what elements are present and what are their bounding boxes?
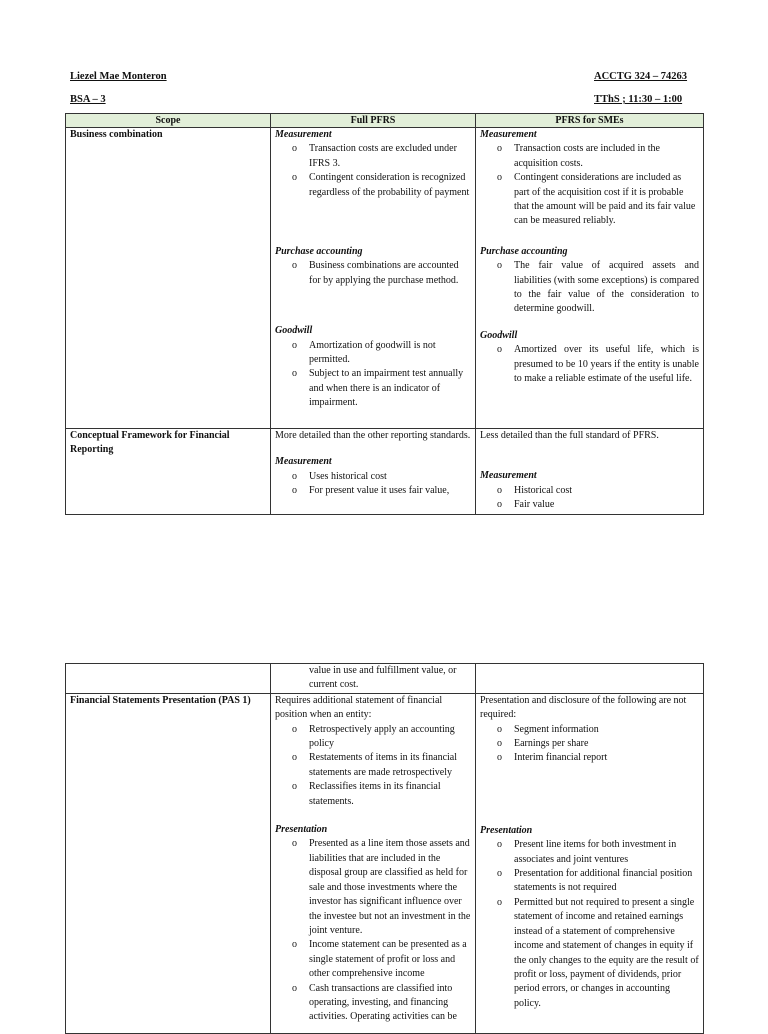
bullet-list	[275, 723, 471, 809]
bullet-list	[480, 259, 699, 317]
scope-cell	[66, 429, 271, 515]
bullet-list	[275, 837, 471, 1024]
list-item: o Amortization of goodwill is not permitted.	[309, 339, 471, 368]
bullet-list	[275, 470, 471, 499]
table-header-row	[66, 114, 704, 128]
section-title: Purchase accounting	[275, 246, 363, 258]
comparison-table	[65, 113, 704, 515]
bullet-list	[480, 723, 699, 766]
student-section: BSA – 3	[70, 94, 106, 105]
bullet-list	[480, 484, 699, 513]
bullet-list	[480, 343, 699, 386]
list-item: o Segment information	[514, 723, 699, 737]
list-item: o Cash transactions are classified into operating, investing, and financing activities. Operating activities can be	[309, 982, 471, 1025]
bullet-list	[275, 664, 471, 693]
student-name: Liezel Mae Monteron	[70, 71, 167, 82]
list-item: o Historical cost	[514, 484, 699, 498]
column-header-pfrs-smes: PFRS for SMEs	[476, 114, 704, 128]
table-row	[66, 128, 704, 429]
section-title: Purchase accounting	[480, 245, 568, 257]
column-header-scope: Scope	[66, 114, 271, 128]
course-code: ACCTG 324 – 74263	[594, 71, 688, 82]
section-title: Presentation	[275, 824, 328, 836]
section-title: Goodwill	[480, 329, 518, 341]
pfrs-smes-cell	[476, 429, 704, 515]
table-row	[66, 429, 704, 515]
list-item: o Presented as a line item those assets and liabilities that are included in the disposal group are classified as held for sale and those investments where the investor has significant influence over the investee but not an investment in the joint venture.	[309, 837, 471, 938]
full-pfrs-cell	[271, 693, 476, 1033]
list-item: o Permitted but not required to present a single statement of income and retained earnings instead of a statement of comprehensive income and statement of changes in equity if the only changes to the equity are the result of profit or loss, payment of dividends, prior period errors, or changes in accounting policy.	[514, 896, 699, 1011]
section-title: Measurement	[480, 470, 537, 482]
list-item: o Earnings per share	[514, 737, 699, 751]
list-item: o Uses historical cost	[309, 470, 471, 484]
scope-conceptual-framework: Conceptual Framework for Financial Reporting	[70, 430, 230, 456]
scope-financial-statements-presentation: Financial Statements Presentation (PAS 1)	[70, 694, 251, 706]
section-title: Measurement	[275, 456, 332, 468]
list-item: o For present value it uses fair value,	[309, 484, 471, 498]
cell-text: Less detailed than the full standard of PFRS.	[480, 430, 659, 441]
list-item: o Present line items for both investment in associates and joint ventures	[514, 838, 699, 867]
list-item: o Transaction costs are excluded under IFRS 3.	[309, 142, 471, 171]
list-item: o Income statement can be presented as a single statement of profit or loss and other comprehensive income	[309, 938, 471, 981]
comparison-table-continued	[65, 663, 704, 1034]
full-pfrs-cell	[271, 664, 476, 694]
cell-text: Requires additional statement of financial position when an entity:	[275, 694, 443, 721]
scope-cell	[66, 664, 271, 694]
section-title: Goodwill	[275, 325, 313, 337]
bullet-list	[275, 142, 471, 200]
table-row	[66, 693, 704, 1033]
column-header-full-pfrs: Full PFRS	[271, 114, 476, 128]
pfrs-smes-cell	[476, 664, 704, 694]
bullet-list	[275, 259, 471, 288]
list-item: o Presentation for additional financial position statements is not required	[514, 867, 699, 896]
section-title: Measurement	[275, 129, 332, 140]
scope-cell	[66, 128, 271, 429]
list-item: o Business combinations are accounted for by applying the purchase method.	[309, 259, 471, 288]
list-item: o Subject to an impairment test annually and when there is an indicator of impairment.	[309, 367, 471, 410]
list-item: o Amortized over its useful life, which is presumed to be 10 years if the entity is unable to make a reliable estimate of the useful life.	[514, 343, 699, 386]
list-item: o Contingent consideration is recognized regardless of the probability of payment	[309, 171, 471, 200]
cell-text: Presentation and disclosure of the following are not required:	[480, 694, 687, 721]
section-title: Presentation	[480, 824, 533, 836]
list-item: o Contingent considerations are included as part of the acquisition cost if it is probable that the amount will be paid and its fair value can be measured reliably.	[514, 171, 699, 229]
list-item: o Fair value	[514, 498, 699, 512]
list-item: o Reclassifies items in its financial statements.	[309, 780, 471, 809]
list-item: o Restatements of items in its financial statements are made retrospectively	[309, 751, 471, 780]
bullet-list	[480, 838, 699, 1011]
list-item-continuation: value in use and fulfillment value, or current cost.	[309, 665, 457, 691]
bullet-list	[275, 339, 471, 411]
bullet-list	[480, 142, 699, 228]
list-item: o Retrospectively apply an accounting policy	[309, 723, 471, 752]
full-pfrs-cell	[271, 429, 476, 515]
cell-text: More detailed than the other reporting standards.	[275, 430, 471, 441]
section-title: Measurement	[480, 129, 537, 140]
scope-business-combination: Business combination	[70, 129, 163, 140]
full-pfrs-cell	[271, 128, 476, 429]
pfrs-smes-cell	[476, 128, 704, 429]
table-row	[66, 664, 704, 694]
list-item: o Interim financial report	[514, 751, 699, 765]
list-item: o Transaction costs are included in the acquisition costs.	[514, 142, 699, 171]
scope-cell	[66, 693, 271, 1033]
pfrs-smes-cell	[476, 693, 704, 1033]
class-schedule: TThS ; 11:30 – 1:00	[594, 94, 683, 105]
list-item: o The fair value of acquired assets and liabilities (with some exceptions) is compared to the fair value of the consideration to determine goodwill.	[514, 259, 699, 317]
